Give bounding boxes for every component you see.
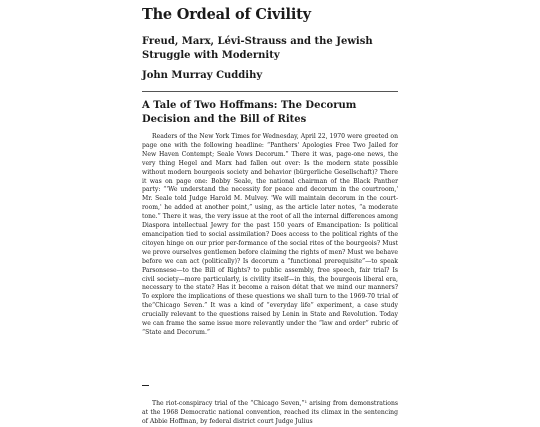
body-paragraph-1: Readers of the New York Times for Wednesday, April 22, 1970 were greeted on page one with the following headline: “Panthers' Apologies Free Two Jailed for New Haven Contempt; Seale Vows Decorum.” There it was, page-one news, the very thing Hegel and Marx had fallen out over: Is the modern state possible without modern bourgeois society and behavior (bürgerliche Gesellschaft)? There it was on page one: Bobby Seale, the national chairman of the Black Panther party: “'We understand the necessity for peace and decorum in the courtroom,' Mr. Seale told Judge Harold M. Mulvey. 'We will maintain decorum in the court-room,' he added at another point,” using, as the article later notes, “a moderate tone.” There it was, the very issue at the root of all the internal differences among Diaspora intellectual Jewry for the past 150 years of Emancipation: Is political emancipation tied to social assimilation? Does access to the political rights of the citoyen hinge on our prior per-formance of the social rites of the bourgeois? Must we prove ourselves gentlemen before claiming the rights of men? Must we behave before we can act (politically)? Is decorum a “functional prerequisite”—to speak Parsonsese—to the Bill of Rights? to public assembly, free speech, fair trial? Is civil society—more particularly, is civility itself—in this, the bourgeois liberal era, necessary to the state? Has it become a raison détat that we mind our manners? To explore the implications of these questions we shall turn to the 1969-70 trial of the“Chicago Seven.” It was a kind of “everyday life” experiment, a case study crucially relevant to the questions raised by Lenin in State and Revolution. Today we can frame the same issue more relevantly under the “law and order” rubric of “State and Decorum.” xyxy=(142,133,398,336)
body-paragraph-2: The riot-conspiracy trial of the “Chicago Seven,”¹ arising from demonstrations at the 1968 Democratic national convention, reached its climax in the sentencing of Abbie Hoffman, by federal district court Judge Julius xyxy=(142,400,398,425)
divider xyxy=(142,91,398,92)
section-separator xyxy=(142,385,149,386)
book-subtitle: Freud, Marx, Lévi-Strauss and the Jewish Struggle with Modernity xyxy=(142,36,373,61)
book-author: John Murray Cuddihy xyxy=(142,70,263,81)
book-title: The Ordeal of Civility xyxy=(142,6,311,23)
chapter-title: A Tale of Two Hoffmans: The Decorum Decision and the Bill of Rites xyxy=(142,100,357,125)
